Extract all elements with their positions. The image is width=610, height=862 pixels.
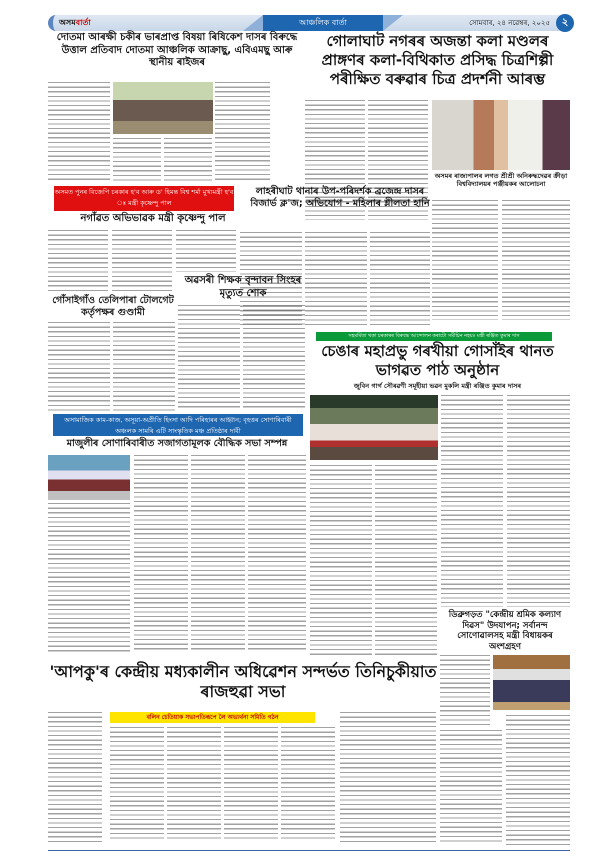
article-body: [176, 230, 236, 272]
issue-date: সোমবাৰ, ২৪ নৱেম্বৰ, ২০২৫: [469, 19, 550, 27]
bottom-rule: [48, 850, 570, 851]
article-body: [370, 232, 430, 327]
article-photo-protest: [113, 82, 213, 134]
article-body: [191, 455, 245, 653]
banner-blue: অসামাজিক কাম-কাজ, অসূয়া-অপ্ৰীতি হিংসা আদি পৰিহাৰৰ আহ্বান; বৃহত্তৰ সোণাৰিবাৰী অঞ্চলক সামৰি এটি সাংস্কৃতিক মঞ্চ প্ৰতিষ্ঠাৰ দাবী: [53, 414, 303, 436]
article-body: [48, 712, 102, 842]
article-body: [281, 727, 335, 842]
headline-golaghat: গোলাঘাট নগৰৰ অজন্তা কলা মণ্ডলৰ প্ৰাঙ্গণৰ কলা-বিথিকাত প্ৰসিদ্ধ চিত্ৰশিল্পী পৰীক্ষিত বৰুৱাৰ চিত্ৰ প্ৰদৰ্শনী আৰম্ভ: [321, 32, 554, 88]
page-number: ২: [556, 14, 574, 32]
article-body: [167, 727, 221, 842]
article-body: [215, 82, 270, 182]
article-body: [113, 138, 161, 183]
article-body: [164, 138, 212, 183]
article-photo-majuli: [48, 455, 130, 500]
article-body: [243, 305, 305, 410]
article-body: [310, 465, 372, 655]
headline-apku: 'আপকু'ৰ কেন্দ্ৰীয় মধ্যকালীন অধিৱেশন সন্দৰ্ভত তিনিচুকীয়াত ৰাজহুৱা সভা: [49, 662, 437, 701]
article-body: [134, 455, 188, 653]
article-body: [48, 82, 110, 182]
article-body: [506, 715, 570, 845]
article-body: [340, 712, 436, 842]
article-photo-inauguration: [310, 395, 438, 460]
headline-nagaon: নগাঁৱত অভিভাৱক মন্ত্ৰী কৃষ্ণেন্দু পাল: [80, 213, 226, 224]
article-photo-governor: [432, 100, 570, 170]
section-title: আঞ্চলিক বাৰ্তা: [263, 15, 383, 31]
article-body: [248, 455, 306, 653]
article-body: [178, 305, 240, 410]
banner-green: সহমৰ্মিতা থকা চৰকাৰৰ বিৰুদ্ধে আন্দোলন কৰাটো সমীচিন নহয়ঃ মন্ত্ৰী ৰঞ্জিত কুমাৰ দাস: [316, 332, 552, 341]
article-body: [441, 395, 503, 607]
newspaper-logo: অসমবাৰ্তা: [59, 17, 91, 27]
article-body: [112, 230, 172, 292]
article-body: [507, 395, 570, 607]
headline-chenga: চেঙাৰ মহাপ্ৰভু গৰখীয়া গোসাঁইৰ থানত ভাগৱত পাঠ অনুষ্ঠান: [321, 342, 554, 379]
subheadline-chenga: জুবিন গাৰ্গ সৌৰৱণী সমূহীয়া ভৱন মুকলি মন্ত্ৰী ৰঞ্জিত কুমাৰ দাসৰ: [353, 382, 522, 390]
headline-dotma: দোতমা আৰক্ষী চকীৰ ভাৰপ্ৰাপ্ত বিষয়া ৰিষিকেশ দাসৰ বিৰুদ্ধে উত্তাল প্ৰতিবাদ দোতমা আঞ্চলিক আক্ৰাছু, এবিএমছু আৰু স্থানীয় ৰাইজৰ: [56, 32, 298, 68]
article-body: [113, 322, 175, 412]
article-body: [305, 232, 367, 327]
headline-majuli: মাজুলীৰ সোণাৰিবাৰীত সজাগতামূলক বৌদ্ধিক সভা সম্পন্ন: [66, 438, 288, 449]
article-body: [48, 230, 108, 292]
banner-red: অসমত পুনৰ বিজেপি চৰকাৰ হ'ব আৰু ড' হিমন্ত বিশ্ব শৰ্মা মুখ্যমন্ত্ৰী হ'ব ঃ মন্ত্ৰী কৃষ্ণেন্দু পাল: [54, 186, 234, 211]
headline-dibrugarh: ডিব্ৰুগড়ত "কেন্দ্ৰীয় শ্ৰমিক কল্যাণ দিৱস" উদযাপন; সৰ্বানন্দ সোণোৱালসহ মন্ত্ৰী বিধায়কৰ অংশগ্ৰহণ: [448, 610, 562, 652]
article-body: [440, 730, 502, 845]
headline-laharighat: লাহৰীঘাট থানাৰ উপ-পৰিদৰ্শক ব্ৰজেন্দ্ৰ দাসৰ বিজাৰ্ভ ক্ল'জ; অভিযোগ - মহিলাৰ শ্লীলতা হানি: [250, 186, 430, 209]
article-body: [48, 503, 130, 653]
article-photo-dibrugarh: [493, 655, 570, 710]
page-header: [48, 15, 570, 31]
article-body: [502, 200, 570, 320]
headline-gossaigaon: গোঁসাইগাঁও তেলিপাৰা টোলগেট কৰ্তৃপক্ষৰ গুণ্ডামী: [52, 295, 174, 318]
headline-teacher-death: অৱসৰী শিক্ষক বৃন্দাবন সিংহৰ মৃত্যুত শোক: [184, 275, 302, 299]
article-body: [48, 322, 110, 412]
article-body: [375, 465, 437, 655]
article-body: [432, 200, 498, 320]
banner-yellow: বলিন চেতিয়াক সভাপতিৰূপে লৈ অভ্যৰ্থনা সমিতি গঠন: [110, 712, 315, 723]
headline-governor: অসমৰ ৰাজ্যপালৰ লগত শ্ৰীশ্ৰী অনিৰুদ্ধদেৱৰ ক্ৰীড়া বিশ্ববিদ্যালয়ৰ পঞ্জীয়কৰ আলোচনা: [434, 172, 568, 189]
article-body: [440, 655, 490, 725]
article-body: [110, 727, 164, 842]
article-body: [224, 727, 278, 842]
